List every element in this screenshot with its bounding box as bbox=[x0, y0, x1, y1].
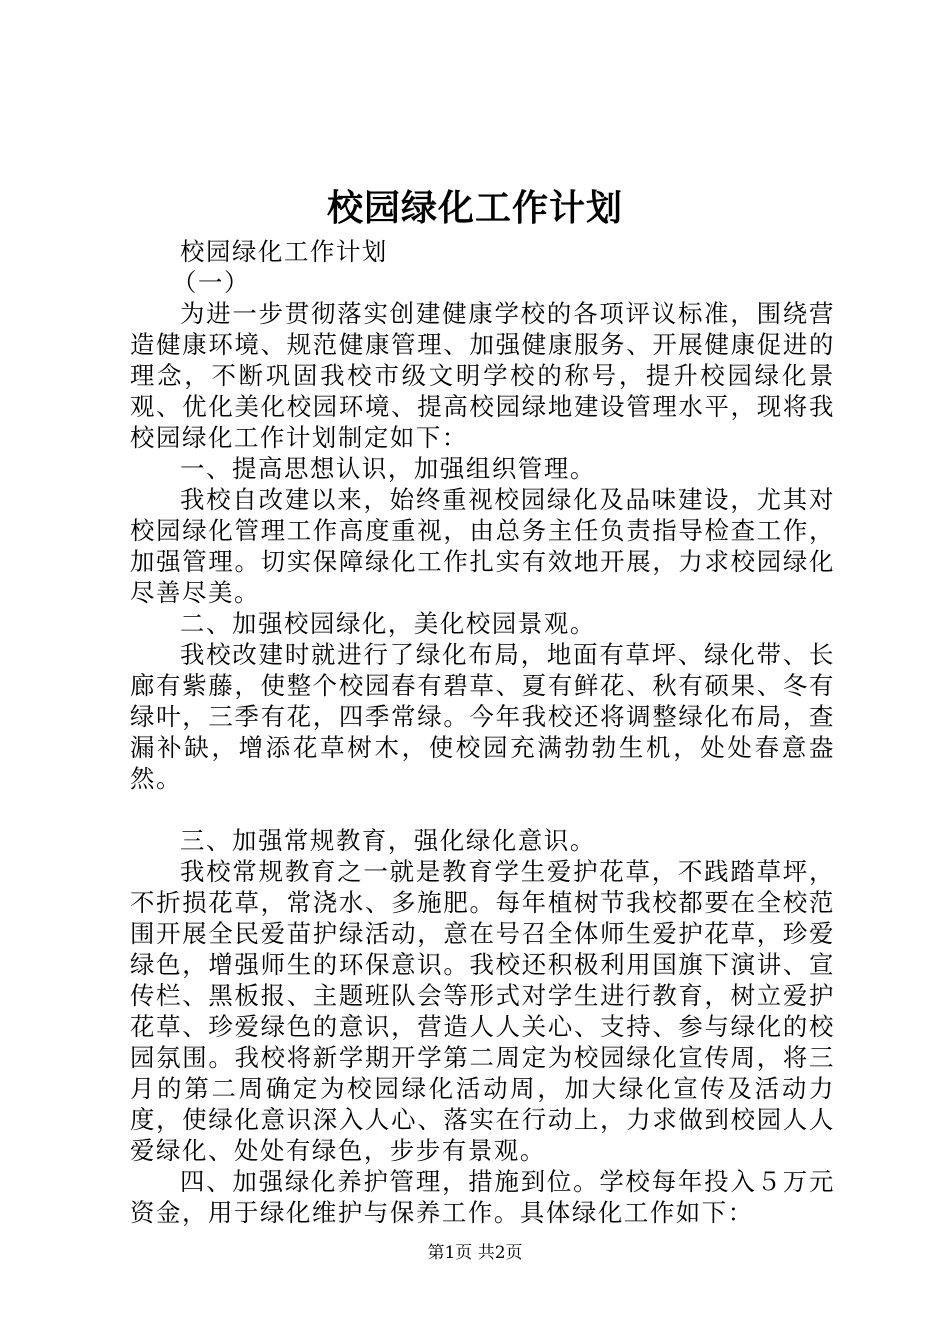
intro-paragraph: 为进一步贯彻落实创建健康学校的各项评议标准，围绕营造健康环境、规范健康管理、加强健康服务、开展健康促进的理念，不断巩固我校市级文明学校的称号，提升校园绿化景观、优化美化校园环境、提高校园绿地建设管理水平，现将我校园绿化工作计划制定如下： bbox=[130, 299, 835, 452]
paragraph-three: 我校常规教育之一就是教育学生爱护花草，不践踏草坪，不折损花草，常浇水、多施肥。每年植树节我校都要在全校范围开展全民爱苗护绿活动，意在号召全体师生爱护花草，珍爱绿色，增强师生的环保意识。我校还积极利用国旗下演讲、宣传栏、黑板报、主题班队会等形式对学生进行教育，树立爱护花草、珍爱绿色的意识，营造人人关心、支持、参与绿化的校园氛围。我校将新学期开学第二周定为校园绿化宣传周，将三月的第二周确定为校园绿化活动周，加大绿化宣传及活动力度，使绿化意识深入人心、落实在行动上，力求做到校园人人爱绿化、处处有绿色，步步有景观。 bbox=[130, 857, 835, 1165]
heading-two: 二、加强校园绿化，美化校园景观。 bbox=[180, 609, 596, 638]
heading-three: 三、加强常规教育，强化绿化意识。 bbox=[180, 826, 596, 855]
heading-four: 四、加强绿化养护管理，措施到位。学校每年投入５万元资金，用于绿化维护与保养工作。具体绿化工作如下： bbox=[130, 1167, 835, 1227]
section-marker: （一） bbox=[172, 268, 250, 297]
blank-line bbox=[130, 794, 835, 825]
document-title: 校园绿化工作计划 bbox=[326, 187, 623, 229]
page-footer: 第1页 共2页 bbox=[427, 1243, 523, 1263]
paragraph-two: 我校改建时就进行了绿化布局，地面有草坪、绿化带、长廊有紫藤，使整个校园春有碧草、夏有鲜花、秋有硕果、冬有绿叶，三季有花，四季常绿。今年我校还将调整绿化布局，查漏补缺，增添花草树木，使校园充满勃勃生机，处处春意盎然。 bbox=[130, 640, 835, 793]
subtitle-line: 校园绿化工作计划 bbox=[180, 237, 388, 266]
document-body bbox=[130, 236, 835, 1228]
heading-one: 一、提高思想认识，加强组织管理。 bbox=[180, 454, 596, 483]
paragraph-one: 我校自改建以来，始终重视校园绿化及品味建设，尤其对校园绿化管理工作高度重视，由总务主任负责指导检查工作，加强管理。切实保障绿化工作扎实有效地开展，力求校园绿化尽善尽美。 bbox=[130, 485, 835, 607]
